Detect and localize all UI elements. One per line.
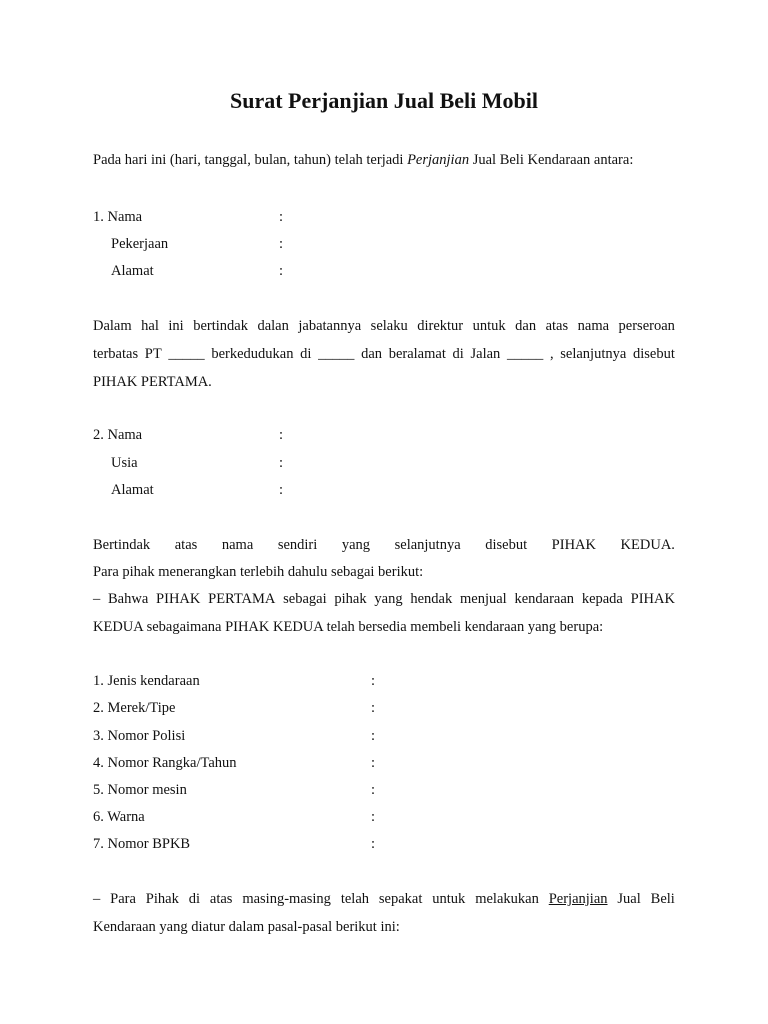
word: dan bbox=[361, 346, 382, 362]
party2-age-label: Usia bbox=[111, 455, 138, 471]
word: selanjutnya bbox=[394, 537, 461, 553]
word: PIHAK bbox=[551, 537, 596, 553]
word: bertindak bbox=[193, 318, 248, 334]
vehicle-frame-label: 4. Nomor Rangka/Tahun bbox=[93, 755, 237, 771]
word: disebut bbox=[485, 537, 528, 553]
word: Dalam bbox=[93, 318, 132, 334]
vehicle-brand-colon: : bbox=[371, 700, 376, 716]
word: di bbox=[188, 891, 200, 907]
word: direktur bbox=[417, 318, 464, 334]
party1-address-label: Alamat bbox=[111, 263, 154, 279]
word: Bahwa bbox=[108, 591, 149, 607]
word: nama bbox=[221, 537, 254, 553]
document-title: Surat Perjanjian Jual Beli Mobil bbox=[230, 88, 538, 113]
intro-text-after: Jual Beli Kendaraan antara: bbox=[469, 152, 634, 168]
party1-paragraph-line-1 bbox=[93, 318, 675, 335]
party2-age-colon: : bbox=[279, 455, 284, 471]
party1-name-colon: : bbox=[279, 209, 284, 225]
party1-job-colon: : bbox=[279, 236, 284, 252]
intro-text-before: Pada hari ini (hari, tanggal, bulan, tahun) telah terjadi bbox=[93, 152, 408, 168]
word: Jual bbox=[617, 891, 641, 907]
party1-paragraph-line-2 bbox=[93, 346, 675, 363]
word: dalan bbox=[257, 318, 289, 334]
party1-job-label: Pekerjaan bbox=[111, 236, 169, 252]
word: sebagai bbox=[283, 591, 327, 607]
word: yang bbox=[374, 591, 403, 607]
party2-paragraph-line-4: KEDUA sebagaimana PIHAK KEDUA telah bersedia membeli kendaraan yang berupa: bbox=[93, 619, 604, 635]
party1-address-colon: : bbox=[279, 263, 284, 279]
word: pihak bbox=[334, 591, 367, 607]
party2-paragraph-line-1 bbox=[93, 537, 675, 554]
word: nama bbox=[577, 318, 610, 334]
word: di bbox=[300, 346, 312, 362]
intro-paragraph bbox=[93, 152, 633, 169]
vehicle-type-colon: : bbox=[371, 673, 376, 689]
word: Para bbox=[110, 891, 136, 907]
word: selanjutnya bbox=[560, 346, 627, 362]
word: Pihak bbox=[145, 891, 179, 907]
vehicle-color-colon: : bbox=[371, 809, 376, 825]
word: yang bbox=[341, 537, 371, 553]
vehicle-plate-colon: : bbox=[371, 728, 376, 744]
party2-address-label: Alamat bbox=[111, 482, 154, 498]
vehicle-plate-label: 3. Nomor Polisi bbox=[93, 728, 186, 744]
word: hendak bbox=[410, 591, 453, 607]
perjanjian-link[interactable]: Perjanjian bbox=[548, 891, 608, 907]
vehicle-engine-colon: : bbox=[371, 782, 376, 798]
word: berkedudukan bbox=[211, 346, 294, 362]
word: ini bbox=[168, 318, 184, 334]
party1-paragraph-line-3: PIHAK PERTAMA. bbox=[93, 374, 212, 390]
vehicle-bpkb-label: 7. Nomor BPKB bbox=[93, 836, 191, 852]
vehicle-type-label: 1. Jenis kendaraan bbox=[93, 673, 200, 689]
closing-line-1 bbox=[93, 891, 675, 908]
word: untuk bbox=[432, 891, 466, 907]
word: Bertindak bbox=[93, 537, 151, 553]
word: – bbox=[93, 891, 101, 907]
word: _____ bbox=[168, 346, 205, 362]
vehicle-bpkb-colon: : bbox=[371, 836, 376, 852]
word: PIHAK bbox=[630, 591, 675, 607]
party2-name-label: 2. Nama bbox=[93, 427, 143, 443]
word: untuk bbox=[472, 318, 506, 334]
word: hal bbox=[141, 318, 159, 334]
word: atas bbox=[545, 318, 569, 334]
word: PIHAK bbox=[156, 591, 201, 607]
word: _____ bbox=[507, 346, 544, 362]
word: masing-masing bbox=[242, 891, 331, 907]
party2-paragraph-line-3 bbox=[93, 591, 675, 608]
word: disebut bbox=[632, 346, 675, 362]
word: PERTAMA bbox=[208, 591, 276, 607]
vehicle-frame-colon: : bbox=[371, 755, 376, 771]
word: melakukan bbox=[475, 891, 539, 907]
word: kendaraan bbox=[514, 591, 575, 607]
word: _____ bbox=[318, 346, 355, 362]
party2-paragraph-line-2: Para pihak menerangkan terlebih dahulu sebagai berikut: bbox=[93, 564, 424, 580]
closing-line-2: Kendaraan yang diatur dalam pasal-pasal berikut ini: bbox=[93, 919, 400, 935]
word: PT bbox=[144, 346, 162, 362]
word: KEDUA. bbox=[620, 537, 675, 553]
party1-name-label: 1. Nama bbox=[93, 209, 143, 225]
party2-address-colon: : bbox=[279, 482, 284, 498]
vehicle-engine-label: 5. Nomor mesin bbox=[93, 782, 187, 798]
word: Beli bbox=[650, 891, 675, 907]
party2-name-colon: : bbox=[279, 427, 284, 443]
word: sepakat bbox=[378, 891, 423, 907]
word: jabatannya bbox=[298, 318, 362, 334]
word: – bbox=[93, 591, 101, 607]
word: terbatas bbox=[93, 346, 139, 362]
word: atas bbox=[209, 891, 233, 907]
word: perseroan bbox=[618, 318, 675, 334]
vehicle-brand-label: 2. Merek/Tipe bbox=[93, 700, 176, 716]
word: sendiri bbox=[277, 537, 318, 553]
word: Jalan bbox=[470, 346, 501, 362]
word: di bbox=[452, 346, 464, 362]
vehicle-color-label: 6. Warna bbox=[93, 809, 145, 825]
word: menjual bbox=[459, 591, 507, 607]
word: telah bbox=[340, 891, 370, 907]
word: kepada bbox=[581, 591, 623, 607]
intro-emphasis: Perjanjian bbox=[407, 152, 470, 168]
word: atas bbox=[174, 537, 198, 553]
word: , bbox=[549, 346, 554, 362]
word: selaku bbox=[370, 318, 408, 334]
word: beralamat bbox=[388, 346, 446, 362]
word: dan bbox=[515, 318, 537, 334]
